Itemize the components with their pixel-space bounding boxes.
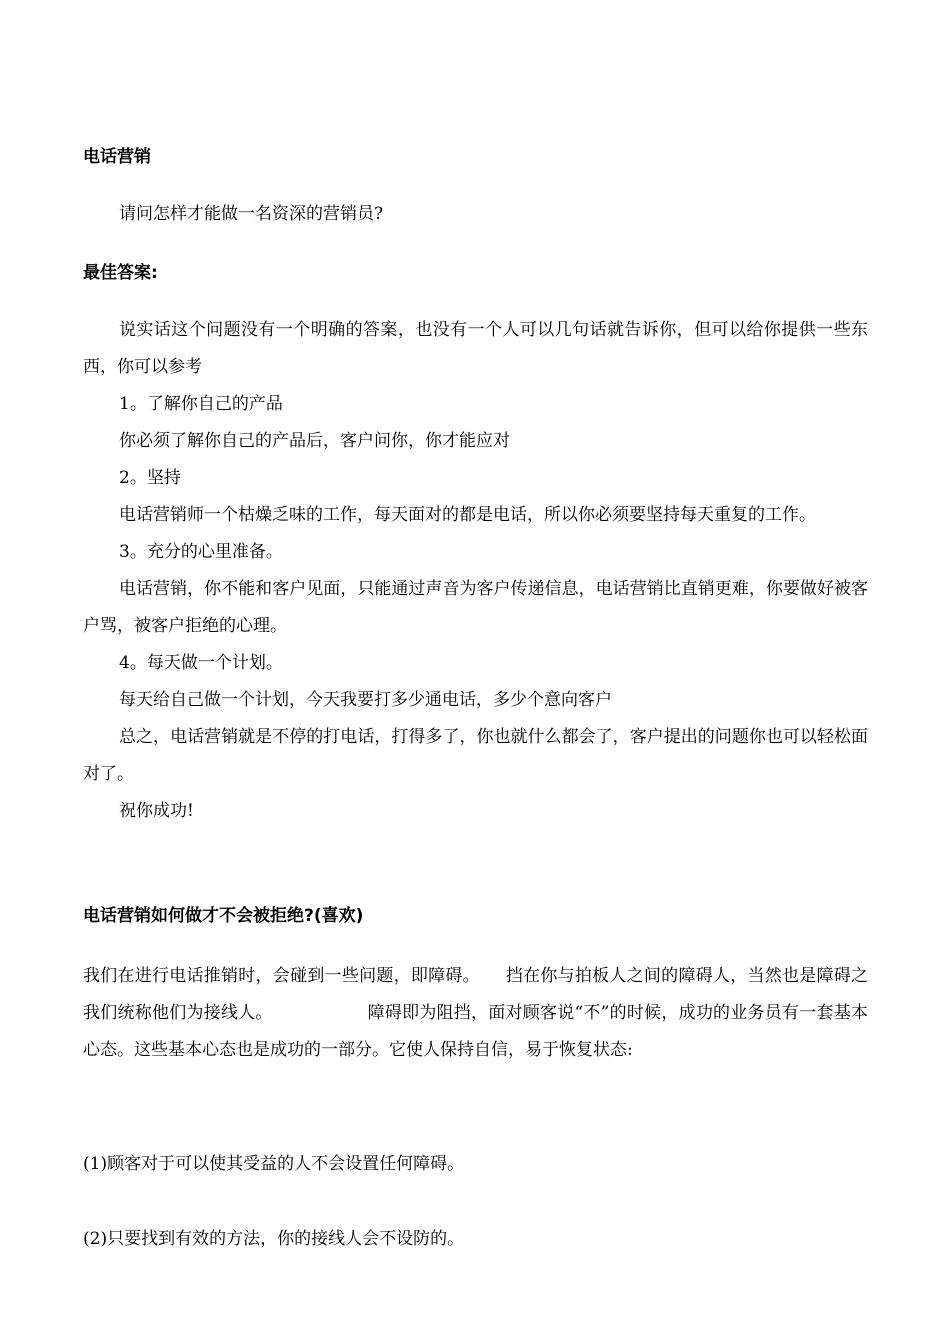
answer-paragraph: 每天给自己做一个计划，今天我要打多少通电话，多少个意向客户: [119, 690, 612, 710]
question-block: [83, 196, 868, 233]
section-title-rejection: [83, 906, 868, 926]
point-item: (1)顾客对于可以使其受益的人不会设置任何障碍。: [83, 1154, 465, 1174]
answer-paragraph: 祝你成功!: [119, 801, 194, 821]
answer-paragraph: 2。坚持: [119, 468, 181, 488]
intro-block: [83, 958, 868, 1069]
answer-paragraph: 4。每天做一个计划。: [119, 653, 283, 673]
answer-paragraph: 电话营销，你不能和客户见面，只能通过声音为客户传递信息，电话营销比直销更难，你要做好被客户骂，被客户拒绝的心理。: [83, 579, 868, 636]
answer-label-block: [83, 263, 868, 283]
section-title-telemarketing: [83, 147, 868, 167]
answer-paragraph: 总之，电话营销就是不停的打电话，打得多了，你也就什么都会了，客户提出的问题你也可以轻松面对了。: [83, 727, 868, 784]
answer-body: [83, 312, 868, 830]
question-text: 请问怎样才能做一名资深的营销员?: [119, 204, 384, 224]
point-block-1: [83, 1146, 868, 1183]
section-title: 电话营销如何做才不会被拒绝?(喜欢): [83, 906, 364, 926]
answer-paragraph: 1。了解你自己的产品: [119, 394, 283, 414]
section-title: 电话营销: [83, 147, 151, 167]
answer-paragraph: 3。充分的心里准备。: [119, 542, 283, 562]
answer-paragraph: 电话营销师一个枯燥乏味的工作，每天面对的都是电话，所以你必须要坚持每天重复的工作。: [119, 505, 816, 525]
answer-paragraph: 你必须了解你自己的产品后，客户问你，你才能应对: [119, 431, 510, 451]
point-block-2: [83, 1221, 868, 1258]
point-item: (2)只要找到有效的方法，你的接线人会不设防的。: [83, 1229, 465, 1249]
answer-label: 最佳答案:: [83, 263, 158, 283]
answer-paragraph: 说实话这个问题没有一个明确的答案，也没有一个人可以几句话就告诉你，但可以给你提供一些东西，你可以参考: [83, 320, 868, 377]
intro-paragraph: 我们在进行电话推销时，会碰到一些问题，即障碍。 挡在你与拍板人之间的障碍人，当然也是障碍之我们统称他们为接线人。 障碍即为阻挡，面对顾客说“不”的时候，成功的业务员有一套基本心态。这些基本心态也是成功的一部分。它使人保持自信，易于恢复状态:: [83, 966, 868, 1060]
